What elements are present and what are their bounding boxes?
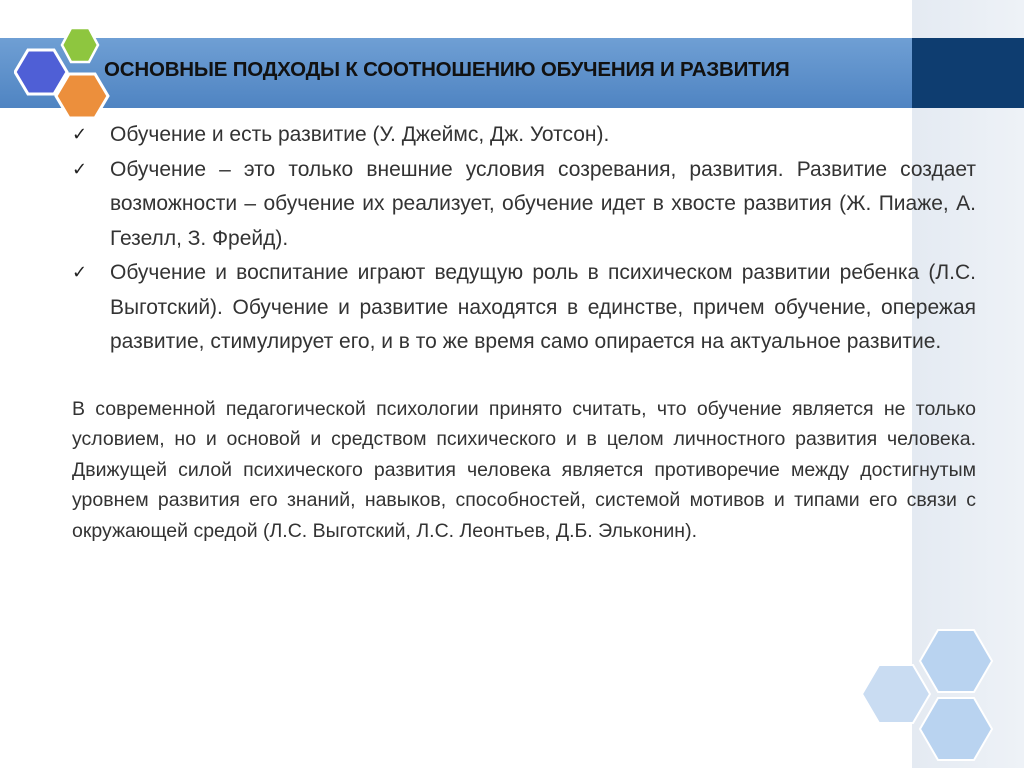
title-bar-dark-end: [912, 38, 1024, 108]
checkmark-icon: ✓: [72, 262, 88, 283]
slide-title: ОСНОВНЫЕ ПОДХОДЫ К СООТНОШЕНИЮ ОБУЧЕНИЯ И РАЗВИТИЯ: [104, 58, 790, 81]
checkmark-icon: ✓: [72, 124, 88, 145]
hexagon-cluster-bottom-decoration: [858, 628, 1024, 768]
slide-content: [72, 118, 976, 566]
bullet-text: Обучение и есть развитие (У. Джеймс, Дж. Уотсон).: [110, 123, 610, 146]
hexagon-light: [862, 665, 930, 723]
hexagon-blue: [15, 50, 67, 94]
bullet-item: [72, 118, 976, 153]
checkmark-icon: ✓: [72, 158, 88, 180]
hexagon-light: [920, 698, 992, 760]
hexagon-light: [920, 630, 992, 692]
bullet-text: Обучение – это только внешние условия созревания, развития. Развитие создает возможности – обучение их реализует, обучение идет в хвосте развития (Ж. Пиаже, А. Гезелл, З. Фрейд).: [110, 157, 976, 250]
bullet-list: [72, 118, 976, 360]
bullet-item: [72, 153, 976, 257]
bullet-item: [72, 256, 976, 360]
summary-paragraph: В современной педагогической психологии принято считать, что обучение является не только условием, но и основой и средством психического и в целом личностного развития человека. Движущей силой психического развития человека является противоречие между достигнутым уровнем развития его знаний, навыков, способностей, системой мотивов и типами его связи с окружающей средой (Л.С. Выготский, Л.С. Леонтьев, Д.Б. Эльконин).: [72, 397, 976, 542]
hexagon-orange: [56, 74, 108, 118]
bullet-text: Обучение и воспитание играют ведущую роль в психическом развитии ребенка (Л.С. Выготский). Обучение и развитие находятся в единстве, причем обучение, опережая развитие, стимулирует его, и в то же время само опирается на актуальное развитие.: [110, 261, 976, 353]
hexagon-green: [62, 28, 98, 62]
